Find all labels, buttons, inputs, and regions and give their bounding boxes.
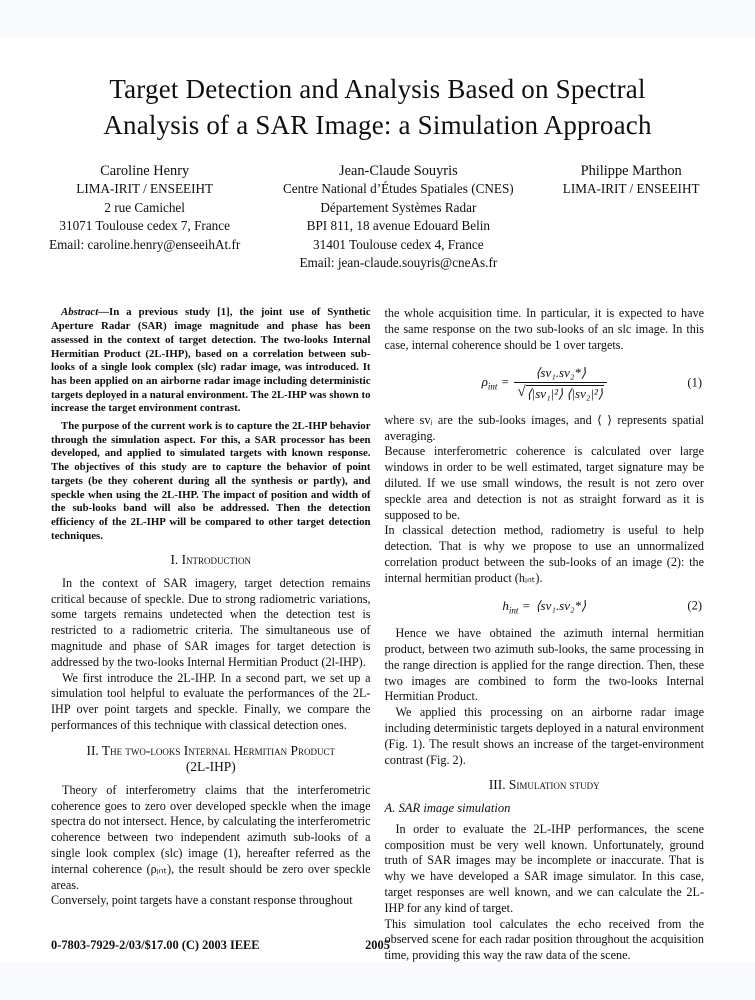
author-affiliation: LIMA-IRIT / ENSEEIHT — [562, 181, 700, 197]
section-heading-line-2: (2L-IHP) — [185, 759, 236, 775]
abstract-paragraph-1 — [51, 306, 371, 416]
section-heading-line-1: II. The two-looks Internal Hermitian Product — [86, 742, 335, 758]
where-paragraph: where svᵢ are the sub-looks images, and ⟨ ⟩ represents spatial averaging. — [384, 412, 704, 443]
abstract-label: Abstract— — [61, 306, 109, 319]
hence-paragraph: Hence we have obtained the azimuth internal hermitian product, between two azimuth sub-looks, the same processing in the range direction is applied for the range direction. Then, these two images are combined to form the two-looks Internal Hermitian Product. — [384, 626, 704, 704]
applied-paragraph: We applied this processing on an airborne radar image including deterministic targets deployed in a natural environment (Fig. 1). The result shows an increase of the target-environment contrast (Fig. 2). — [384, 705, 704, 767]
classical-method-paragraph: In classical detection method, radiometry is useful to help detection. That is why we propose to use an unnormalized correlation product between the sub-looks of an image (2): the internal hermitian product (hᵢₙₜ). — [384, 523, 704, 585]
radicand: ⟨|sv₁|²⟩ ⟨|sv₂|²⟩ — [526, 385, 603, 401]
author-address: 31401 Toulouse cedex 4, France — [313, 236, 484, 252]
fraction-numerator: ⟨sv₁.sv₂*⟩ — [535, 364, 586, 380]
paper-page — [0, 37, 755, 962]
equation-1-fraction — [514, 365, 607, 402]
radical-sign: √ — [517, 383, 526, 400]
subsection-heading-sar-image-simulation: A. SAR image simulation — [384, 800, 511, 815]
section-heading-introduction: I. Introduction — [170, 552, 252, 568]
int-subscript: int — [508, 605, 519, 616]
author-blocks — [0, 162, 755, 272]
author-block-2 — [259, 162, 537, 272]
equation-2-lhs — [502, 597, 531, 616]
because-paragraph: Because interferometric coherence is calculated over large windows in order to be well estimated, target signature may be diluted. If we use small windows, the result is not zero over speckle area and detection is not as straight forward as it is supposed to be. — [384, 444, 704, 522]
equation-2-rhs: ⟨sv₁.sv₂*⟩ — [535, 597, 587, 613]
section-heading-2l-ihp — [51, 743, 371, 776]
equation-1 — [385, 365, 705, 402]
author-name: Philippe Marthon — [580, 163, 682, 179]
author-address: BPI 811, 18 avenue Edouard Belin — [306, 218, 491, 234]
section-heading-simulation-study: III. Simulation study — [488, 777, 600, 793]
paper-title — [0, 71, 755, 143]
equation-2-expression — [502, 598, 586, 616]
sec2-paragraph-2: Conversely, point targets have a constant response throughout — [51, 893, 353, 908]
equation-1-expression — [482, 365, 607, 402]
author-email: Email: jean-claude.souyris@cneAs.fr — [299, 255, 498, 271]
abstract-section — [51, 306, 371, 543]
int-subscript: int — [487, 381, 498, 392]
equation-1-lhs — [481, 374, 510, 392]
left-column — [51, 306, 371, 918]
page-number: 2005 — [365, 938, 390, 952]
rho-symbol: ρ — [481, 374, 488, 390]
continuation-paragraph: the whole acquisition time. In particular, it is expected to have the same response on the two sub-looks of an slc image. In this case, internal coherence should be 1 over targets. — [384, 306, 704, 353]
title-line-1: Target Detection and Analysis Based on Spectral — [109, 74, 646, 104]
abstract-text: In a previous study [1], the joint use of Synthetic Aperture Radar (SAR) image magnitude and phase has been assessed in the context of target detection. The two-looks Internal Hermitian Product (2L-IHP), based on a correlation between sub-looks of a single look complex (slc) radar image, was introduced. It has been applied on an airborne radar image including deterministic targets deployed in a natural environment. The 2L-IHP was shown to increase the target environment contrast. — [51, 306, 371, 415]
copyright-notice: 0-7803-7929-2/03/$17.00 (C) 2003 IEEE — [51, 938, 260, 952]
equals-sign: = — [521, 597, 531, 613]
fraction-denominator — [514, 382, 607, 402]
author-email: Email: caroline.henry@enseeihAt.fr — [49, 236, 241, 252]
intro-paragraph-1: In the context of SAR imagery, target detection remains critical because of speckle. Due to strong radiometric variations, some targets remains undetected when the detection test is restricted to a radiometric criteria. The simultaneous use of magnitude and phase of SAR images for target detection is addressed by the two-looks Internal Hermitian Product (2l-IHP). — [51, 575, 371, 669]
author-address: 31071 Toulouse cedex 7, France — [59, 218, 230, 234]
right-column — [384, 306, 705, 963]
equals-sign: = — [500, 374, 510, 390]
intro-paragraph-2: We first introduce the 2L-IHP. In a second part, we set up a simulation tool helpful to evaluate the performances of the 2L-IHP over point targets and speckle. Finally, we compare the performances of this technique with classical detection ones. — [51, 670, 371, 733]
author-name: Jean-Claude Souyris — [338, 163, 458, 179]
abstract-paragraph-2: The purpose of the current work is to capture the 2L-IHP behavior through the simulation aspect. For this, a SAR processor has been developed, and applied to simulated targets with known response. The objectives of this study are to capture the behavior of point targets (be they coherent during all the synthesis or partly), and speckle when using the 2L-IHP. The impact of position and width of the sub-looks band will also be addressed. Then the detection efficiency of the 2L-IHP will be compared to other target detection techniques. — [51, 420, 371, 542]
title-line-2: Analysis of a SAR Image: a Simulation Approach — [103, 110, 652, 140]
author-name: Caroline Henry — [100, 163, 190, 179]
author-affiliation: Centre National d’Études Spatiales (CNES) — [282, 181, 514, 197]
h-symbol: h — [502, 597, 509, 613]
sec2-paragraph-1: Theory of interferometry claims that the interferometric coherence goes to zero over developed speckle when the image spectra do not intersect. Hence, by calculating the interferometric coherence between two independent azimuth sub-looks of a single look complex (slc) image (1), hereafter referred as the internal coherence (ρᵢₙₜ), the result should be zero over speckle areas. — [51, 782, 371, 892]
equation-1-number: (1) — [687, 375, 702, 390]
author-block-3 — [537, 162, 725, 272]
equation-2-number: (2) — [687, 598, 702, 613]
sec3-paragraph-1: In order to evaluate the 2L-IHP performances, the scene composition must be very well known. Unfortunately, ground truth of SAR images may be incomplete or inaccurate. That is why we have developed a SAR image simulator. In this case, target responses are well known, and we can calculate the 2L-IHP for any kind of target. — [384, 821, 704, 915]
author-department: Département Systèmes Radar — [320, 199, 477, 215]
equation-2 — [385, 598, 705, 616]
author-address: 2 rue Camichel — [104, 199, 185, 215]
sec3-paragraph-2: This simulation tool calculates the echo received from the observed scene for each radar position throughout the acquisition time, providing this way the raw data of the scene. — [384, 916, 704, 963]
author-affiliation: LIMA-IRIT / ENSEEIHT — [76, 181, 214, 197]
author-block-1 — [30, 162, 259, 272]
